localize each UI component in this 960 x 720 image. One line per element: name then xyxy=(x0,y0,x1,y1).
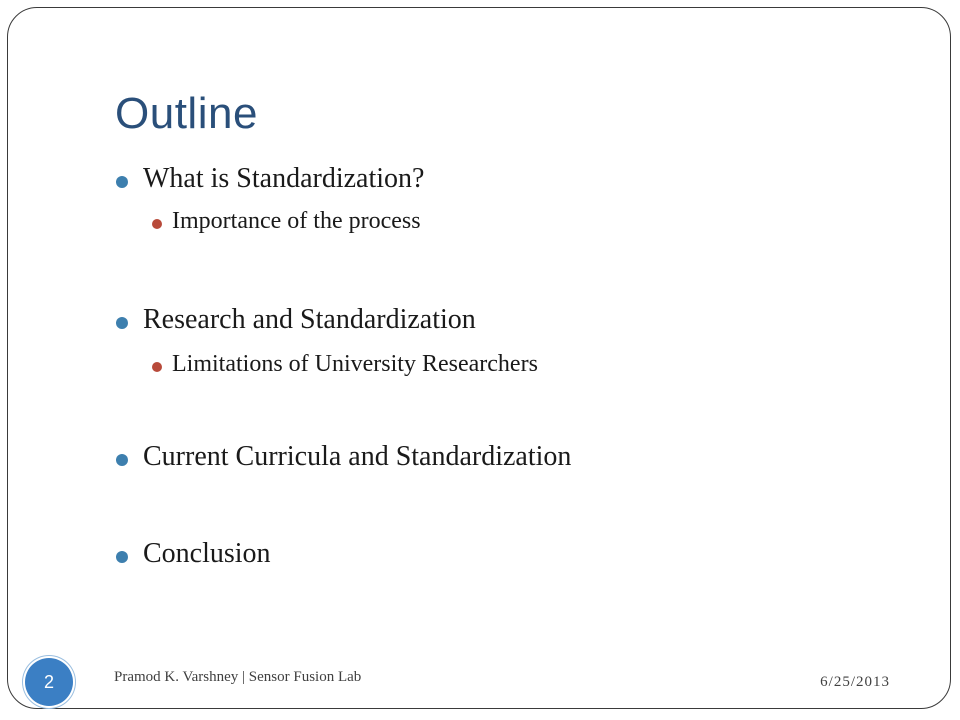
bullet-dot-icon xyxy=(116,176,128,188)
sub-bullet-dot-icon xyxy=(152,362,162,372)
bullet-item: Research and Standardization xyxy=(143,304,476,335)
bullet-list xyxy=(8,8,950,708)
footer-author: Pramod K. Varshney | Sensor Fusion Lab xyxy=(114,669,362,685)
sub-bullet-dot-icon xyxy=(152,219,162,229)
bullet-dot-icon xyxy=(116,454,128,466)
slide-title: Outline xyxy=(115,89,258,138)
bullet-item: What is Standardization? xyxy=(143,163,425,194)
slide-frame xyxy=(7,7,951,709)
bullet-item: Current Curricula and Standardization xyxy=(143,441,572,472)
bullet-dot-icon xyxy=(116,551,128,563)
sub-bullet-item: Limitations of University Researchers xyxy=(172,351,538,377)
footer-date: 6/25/2013 xyxy=(820,674,890,690)
slide-number-badge: 2 xyxy=(25,658,73,706)
bullet-item: Conclusion xyxy=(143,538,271,569)
bullet-dot-icon xyxy=(116,317,128,329)
sub-bullet-item: Importance of the process xyxy=(172,208,421,234)
